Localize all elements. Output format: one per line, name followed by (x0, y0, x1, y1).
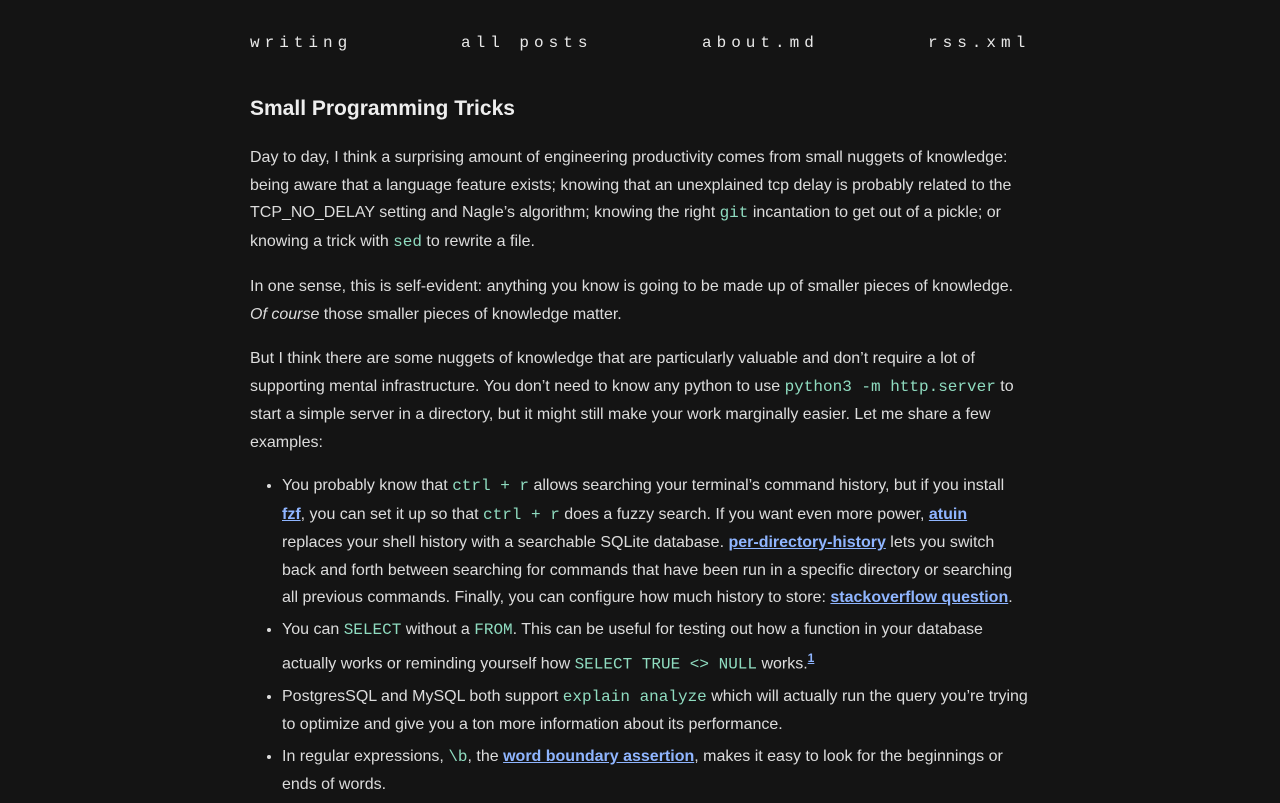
top-nav (250, 0, 1030, 84)
nav-rss-link[interactable]: rss.xml (928, 34, 1031, 52)
per-directory-history-link[interactable]: per-directory-history (728, 534, 886, 551)
text: replaces your shell history with a searchable SQLite database. (282, 534, 729, 551)
text: incantation to get out of a pickle; or knowing a trick with (250, 204, 1001, 250)
fzf-link[interactable]: fzf (282, 505, 301, 523)
text: , you can set it up so that (300, 505, 483, 523)
text: which will actually run the query you’re trying to optimize and give you a ton more information about its performance. (282, 687, 1028, 734)
paragraph-self-evident (250, 273, 1030, 328)
text: allows searching your terminal’s command history, but if you install (529, 477, 1005, 494)
footnote-link[interactable]: 1 (807, 651, 815, 665)
list-item (282, 743, 1030, 799)
text: But I think there are some nuggets of knowledge that are particularly valuable and don’t require a lot of supporting mental infrastructure. You don’t need to know any python to use (250, 350, 975, 395)
text: those smaller pieces of knowledge matter. (319, 305, 622, 323)
examples-list (250, 472, 1030, 799)
inline-code-ctrl-r: ctrl + r (452, 477, 530, 495)
text: works. (757, 655, 808, 673)
nav-all-posts-link[interactable]: all posts (461, 34, 593, 52)
text: In one sense, this is self-evident: anything you know is going to be made up of smaller pieces of knowledge. (250, 278, 1014, 295)
inline-code-git: git (719, 204, 749, 222)
inline-code-http-server: python3 -m http.server (784, 377, 996, 396)
inline-code-sed: sed (393, 232, 422, 251)
text: . This can be useful for testing out how a function in your database actually works or reminding yourself how (282, 620, 983, 673)
paragraph-intro (250, 144, 1030, 256)
text: Day to day, I think a surprising amount of engineering productivity comes from small nuggets of knowledge: being aware that a language feature exists; knowing that an unexplained tcp delay is probably related to the TCP_NO_DELAY setting and Nagle’s algorithm; knowing the right (250, 149, 1012, 221)
inline-code-ctrl-r: ctrl + r (482, 505, 560, 524)
inline-code-from: FROM (474, 620, 513, 639)
nav-about-link[interactable]: about.md (702, 34, 819, 52)
text: lets you switch back and forth between searching for commands that have been run in a specific directory or searching all previous commands. Finally, you can configure how much history to store: (282, 534, 1013, 606)
text: does a fuzzy search. If you want even more power, (559, 505, 929, 523)
text: without a (401, 620, 475, 638)
text: You can (282, 620, 344, 638)
text: , the (467, 747, 504, 765)
text: In regular expressions, (282, 747, 449, 765)
list-item (282, 683, 1030, 739)
paragraph-nuggets (250, 345, 1030, 456)
inline-code-explain-analyze: explain analyze (562, 687, 707, 706)
post-title: Small Programming Tricks (250, 97, 515, 120)
inline-code-word-boundary: \b (448, 747, 468, 766)
post-article (250, 96, 1030, 799)
word-boundary-assertion-link[interactable]: word boundary assertion (503, 747, 695, 765)
inline-code-select-true-null: SELECT TRUE <> NULL (574, 655, 757, 674)
stackoverflow-question-link[interactable]: stackoverflow question (830, 589, 1009, 606)
text: PostgresSQL and MySQL both support (282, 687, 563, 705)
text: , makes it easy to look for the beginnings or ends of words. (282, 747, 1003, 794)
text: to rewrite a file. (421, 232, 535, 250)
text: . (1008, 589, 1013, 606)
text: to start a simple server in a directory, but it might still make your work marginally easier. Let me share a few examples: (250, 377, 1014, 451)
nav-writing-link[interactable]: writing (250, 34, 353, 52)
page (250, 0, 1030, 803)
atuin-link[interactable]: atuin (928, 505, 968, 523)
footnote-ref (808, 650, 815, 665)
text: You probably know that (282, 477, 453, 494)
emphasis-text: Of course (250, 305, 320, 323)
list-item (282, 472, 1030, 612)
inline-code-select: SELECT (343, 620, 402, 639)
list-item (282, 616, 1030, 679)
